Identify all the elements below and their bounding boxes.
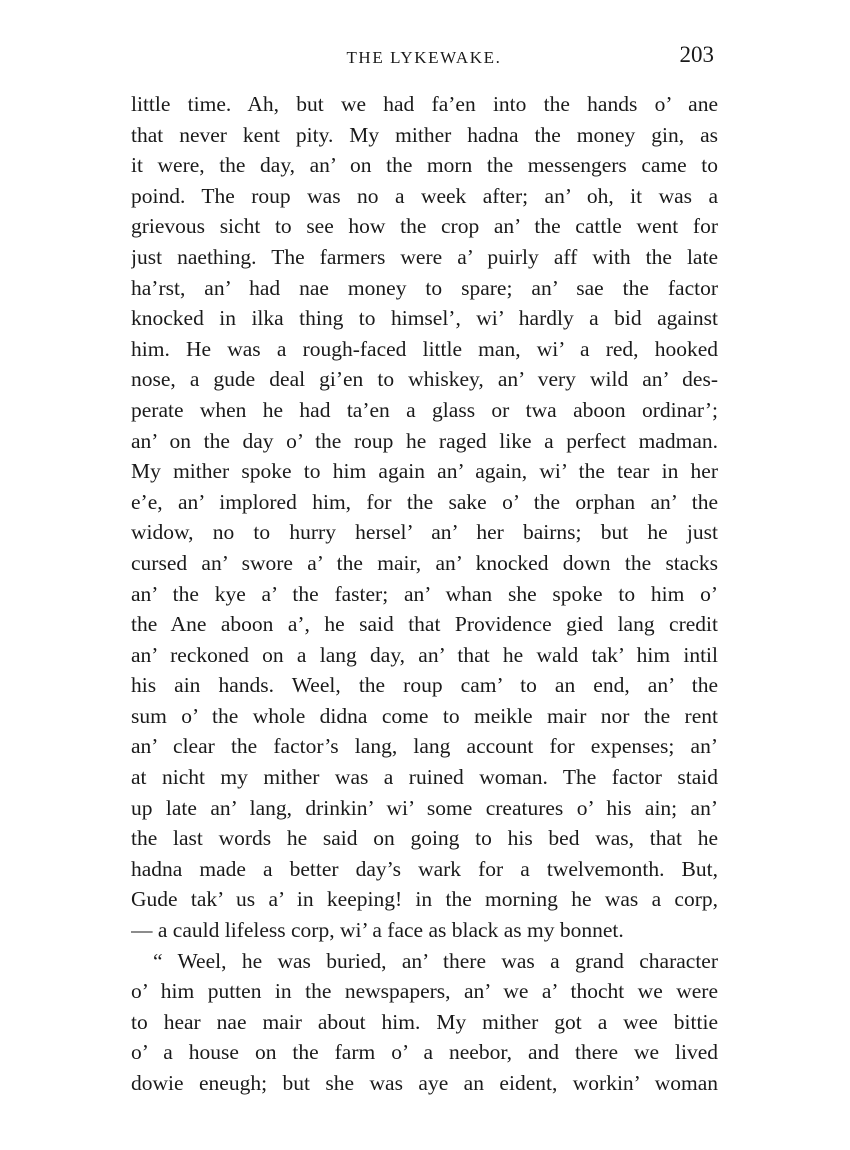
text-line: just naething. The farmers were a’ puirly aff with the late (131, 244, 718, 269)
text-line: cursed an’ swore a’ the mair, an’ knocked down the stacks (131, 550, 718, 575)
running-title: THE LYKEWAKE. (346, 48, 502, 67)
text-line: it were, the day, an’ on the morn the messengers came to (131, 153, 718, 178)
text-line: up late an’ lang, drinkin’ wi’ some creatures o’ his ain; an’ (131, 795, 718, 820)
text-line: knocked in ilka thing to himsel’, wi’ hardly a bid against (131, 306, 718, 331)
text-line: the Ane aboon a’, he said that Providence gied lang credit (131, 612, 718, 637)
text-line: o’ him putten in the newspapers, an’ we a’ thocht we were (131, 979, 718, 1004)
paragraph-end-line: — a cauld lifeless corp, wi’ a face as black as my bonnet. (131, 918, 624, 943)
text-line: ha’rst, an’ had nae money to spare; an’ sae the factor (131, 275, 718, 300)
text-line: grievous sicht to see how the crop an’ the cattle went for (131, 214, 718, 239)
text-line: an’ the kye a’ the faster; an’ whan she spoke to him o’ (131, 581, 718, 606)
text-line: nose, a gude deal gi’en to whiskey, an’ very wild an’ des- (131, 367, 718, 392)
body-text (131, 89, 718, 1099)
text-line: dowie eneugh; but she was aye an eident, workin’ woman (131, 1071, 718, 1095)
text-line: perate when he had ta’en a glass or twa aboon ordinar’; (131, 397, 718, 422)
text-line: My mither spoke to him again an’ again, wi’ the tear in her (131, 459, 718, 484)
text-line: at nicht my mither was a ruined woman. The factor staid (131, 765, 718, 790)
text-line: to hear nae mair about him. My mither got a wee bittie (131, 1009, 718, 1034)
text-line: an’ on the day o’ the roup he raged like a perfect madman. (131, 428, 718, 453)
text-line: little time. Ah, but we had fa’en into the hands o’ ane (131, 92, 718, 116)
text-line: an’ reckoned on a lang day, an’ that he wald tak’ him intil (131, 642, 718, 667)
text-line: that never kent pity. My mither hadna the money gin, as (131, 122, 718, 147)
text-line: widow, no to hurry hersel’ an’ her bairns; but he just (131, 520, 718, 545)
text-line: o’ a house on the farm o’ a neebor, and there we lived (131, 1040, 718, 1065)
paragraph-start-line: “ Weel, he was buried, an’ there was a grand character (153, 948, 718, 973)
text-line: an’ clear the factor’s lang, lang account for expenses; an’ (131, 734, 718, 759)
text-line: poind. The roup was no a week after; an’ oh, it was a (131, 183, 718, 208)
text-line: hadna made a better day’s wark for a twelvemonth. But, (131, 856, 718, 881)
text-line: the last words he said on going to his bed was, that he (131, 826, 718, 851)
text-line: his ain hands. Weel, the roup cam’ to an end, an’ the (131, 673, 718, 698)
text-line: him. He was a rough-faced little man, wi’ a red, hooked (131, 336, 718, 361)
running-head (130, 42, 718, 76)
page-number: 203 (679, 42, 714, 67)
text-line: sum o’ the whole didna come to meikle mair nor the rent (131, 703, 718, 728)
text-line: Gude tak’ us a’ in keeping! in the morning he was a corp, (131, 887, 718, 912)
text-line: e’e, an’ implored him, for the sake o’ the orphan an’ the (131, 489, 718, 514)
